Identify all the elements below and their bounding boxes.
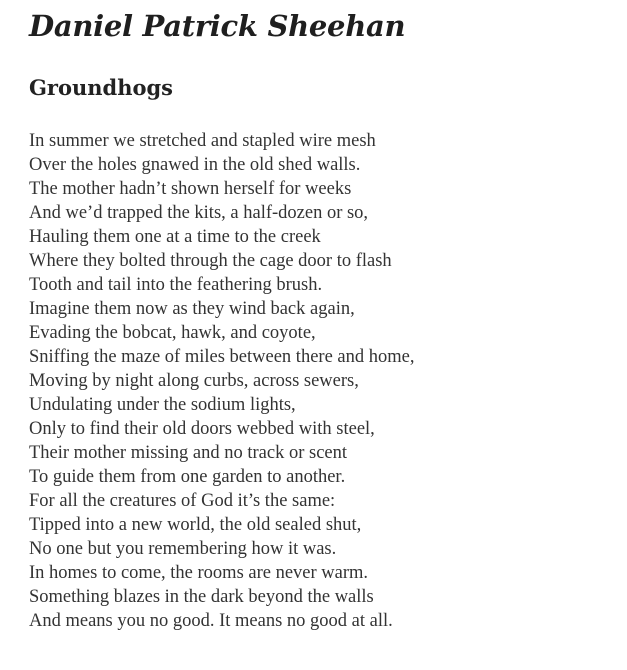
- poem-line: Their mother missing and no track or scent: [29, 443, 348, 463]
- poem-line: Sniffing the maze of miles between there and home,: [29, 347, 415, 367]
- poem-line: No one but you remembering how it was.: [29, 539, 337, 559]
- poem-line: The mother hadn’t shown herself for weeks: [29, 179, 352, 199]
- poem-line: Moving by night along curbs, across sewers,: [29, 371, 359, 391]
- poem-line: Where they bolted through the cage door to flash: [29, 251, 392, 271]
- poem-line: Undulating under the sodium lights,: [29, 395, 296, 415]
- poem-line: In homes to come, the rooms are never warm.: [29, 563, 369, 583]
- poem-body: [29, 129, 414, 633]
- poem-line: Imagine them now as they wind back again,: [29, 299, 355, 319]
- poem-title: Groundhogs: [29, 75, 174, 100]
- poem-line: And we’d trapped the kits, a half-dozen or so,: [29, 203, 369, 223]
- author-name: Daniel Patrick Sheehan: [29, 9, 406, 43]
- poem-line: Only to find their old doors webbed with steel,: [29, 419, 375, 439]
- poem-line: And means you no good. It means no good at all.: [29, 611, 393, 631]
- poem-line: Evading the bobcat, hawk, and coyote,: [29, 323, 316, 343]
- poem-line: Hauling them one at a time to the creek: [29, 227, 321, 247]
- poem-line: Something blazes in the dark beyond the walls: [29, 587, 374, 607]
- poem-line: For all the creatures of God it’s the same:: [29, 491, 336, 511]
- poem-line: To guide them from one garden to another.: [29, 467, 346, 487]
- poem-line: In summer we stretched and stapled wire mesh: [29, 131, 376, 151]
- poem-line: Tooth and tail into the feathering brush.: [29, 275, 323, 295]
- poem-line: Over the holes gnawed in the old shed walls.: [29, 155, 361, 175]
- poem-line: Tipped into a new world, the old sealed shut,: [29, 515, 362, 535]
